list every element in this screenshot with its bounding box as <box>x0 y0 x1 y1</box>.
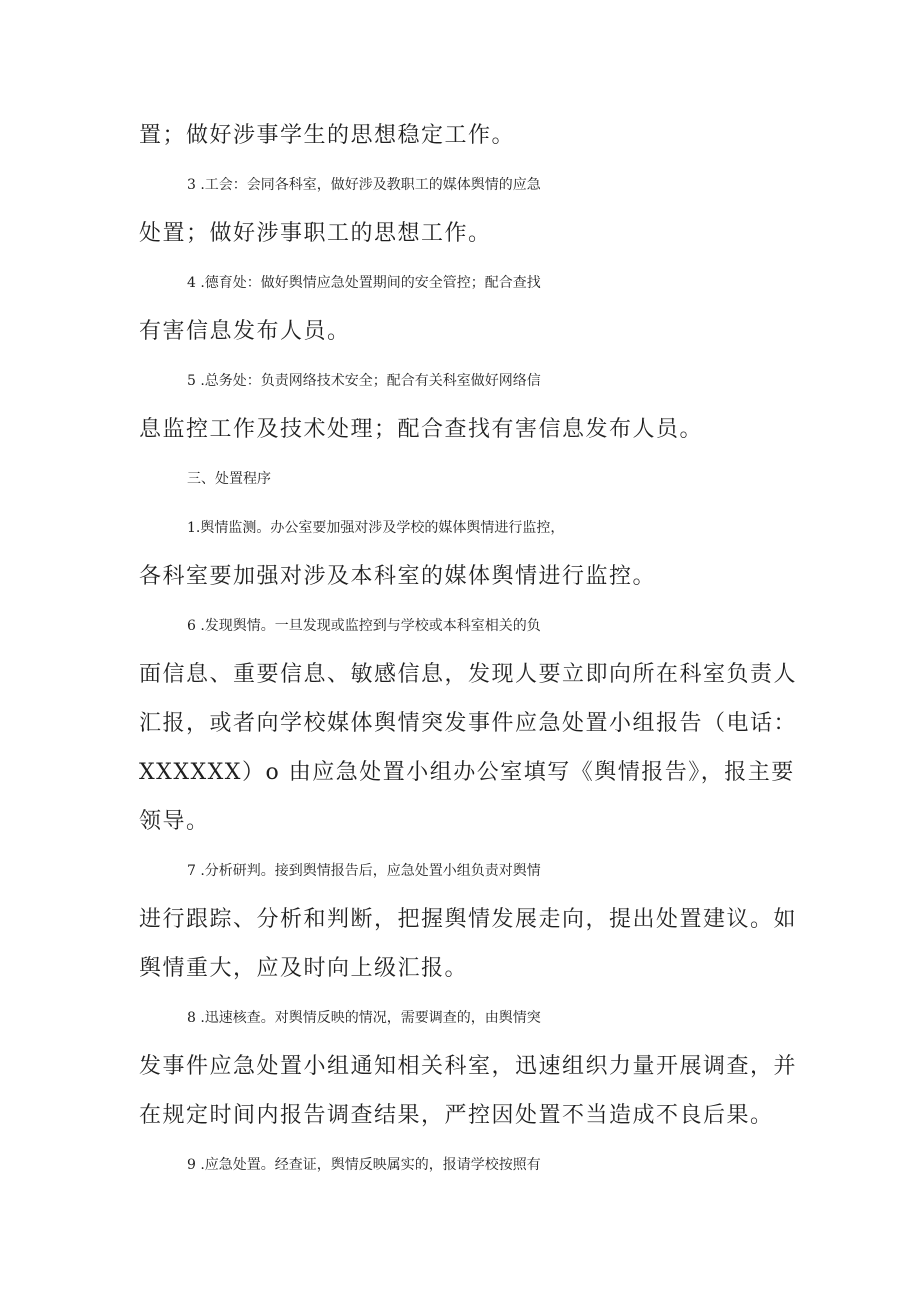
text-line: 各科室要加强对涉及本科室的媒体舆情进行监控。 <box>139 564 657 589</box>
text-line: 9 .应急处置。经查证，舆情反映属实的，报请学校按照有 <box>187 1157 541 1173</box>
section-heading: 三、处置程序 <box>187 471 271 487</box>
text-line: 进行跟踪、分析和判断，把握舆情发展走向，提出处置建议。如 <box>139 907 798 932</box>
text-line: 7 .分析研判。接到舆情报告后，应急处置小组负责对舆情 <box>187 863 541 879</box>
text-line: 处置；做好涉事职工的思想工作。 <box>139 221 492 246</box>
text-line: 1.舆情监测。办公室要加强对涉及学校的媒体舆情进行监控， <box>187 520 565 536</box>
text-line: 5 .总务处：负责网络技术安全；配合有关科室做好网络信 <box>187 373 541 389</box>
text-line: 面信息、重要信息、敏感信息，发现人要立即向所在科室负责人 <box>139 662 798 687</box>
text-line: 领导。 <box>139 809 210 834</box>
text-line: 4 .德育处：做好舆情应急处置期间的安全管控；配合查找 <box>187 275 541 291</box>
text-line: 3 .工会：会同各科室，做好涉及教职工的媒体舆情的应急 <box>187 177 541 193</box>
text-line: 8 .迅速核查。对舆情反映的情况，需要调查的，由舆情突 <box>187 1010 541 1026</box>
text-line: 舆情重大，应及时向上级汇报。 <box>139 956 469 981</box>
text-line: XXXXXX）o 由应急处置小组办公室填写《舆情报告》，报主要 <box>139 760 795 785</box>
text-line: 汇报，或者向学校媒体舆情突发事件应急处置小组报告（电话： <box>139 711 798 736</box>
text-line: 置；做好涉事学生的思想稳定工作。 <box>139 123 516 148</box>
text-line: 在规定时间内报告调查结果，严控因处置不当造成不良后果。 <box>139 1103 774 1128</box>
text-line: 6 .发现舆情。一旦发现或监控到与学校或本科室相关的负 <box>187 618 541 634</box>
text-line: 有害信息发布人员。 <box>139 319 351 344</box>
text-line: 息监控工作及技术处理；配合查找有害信息发布人员。 <box>139 417 704 442</box>
text-line: 发事件应急处置小组通知相关科室，迅速组织力量开展调查，并 <box>139 1054 798 1079</box>
